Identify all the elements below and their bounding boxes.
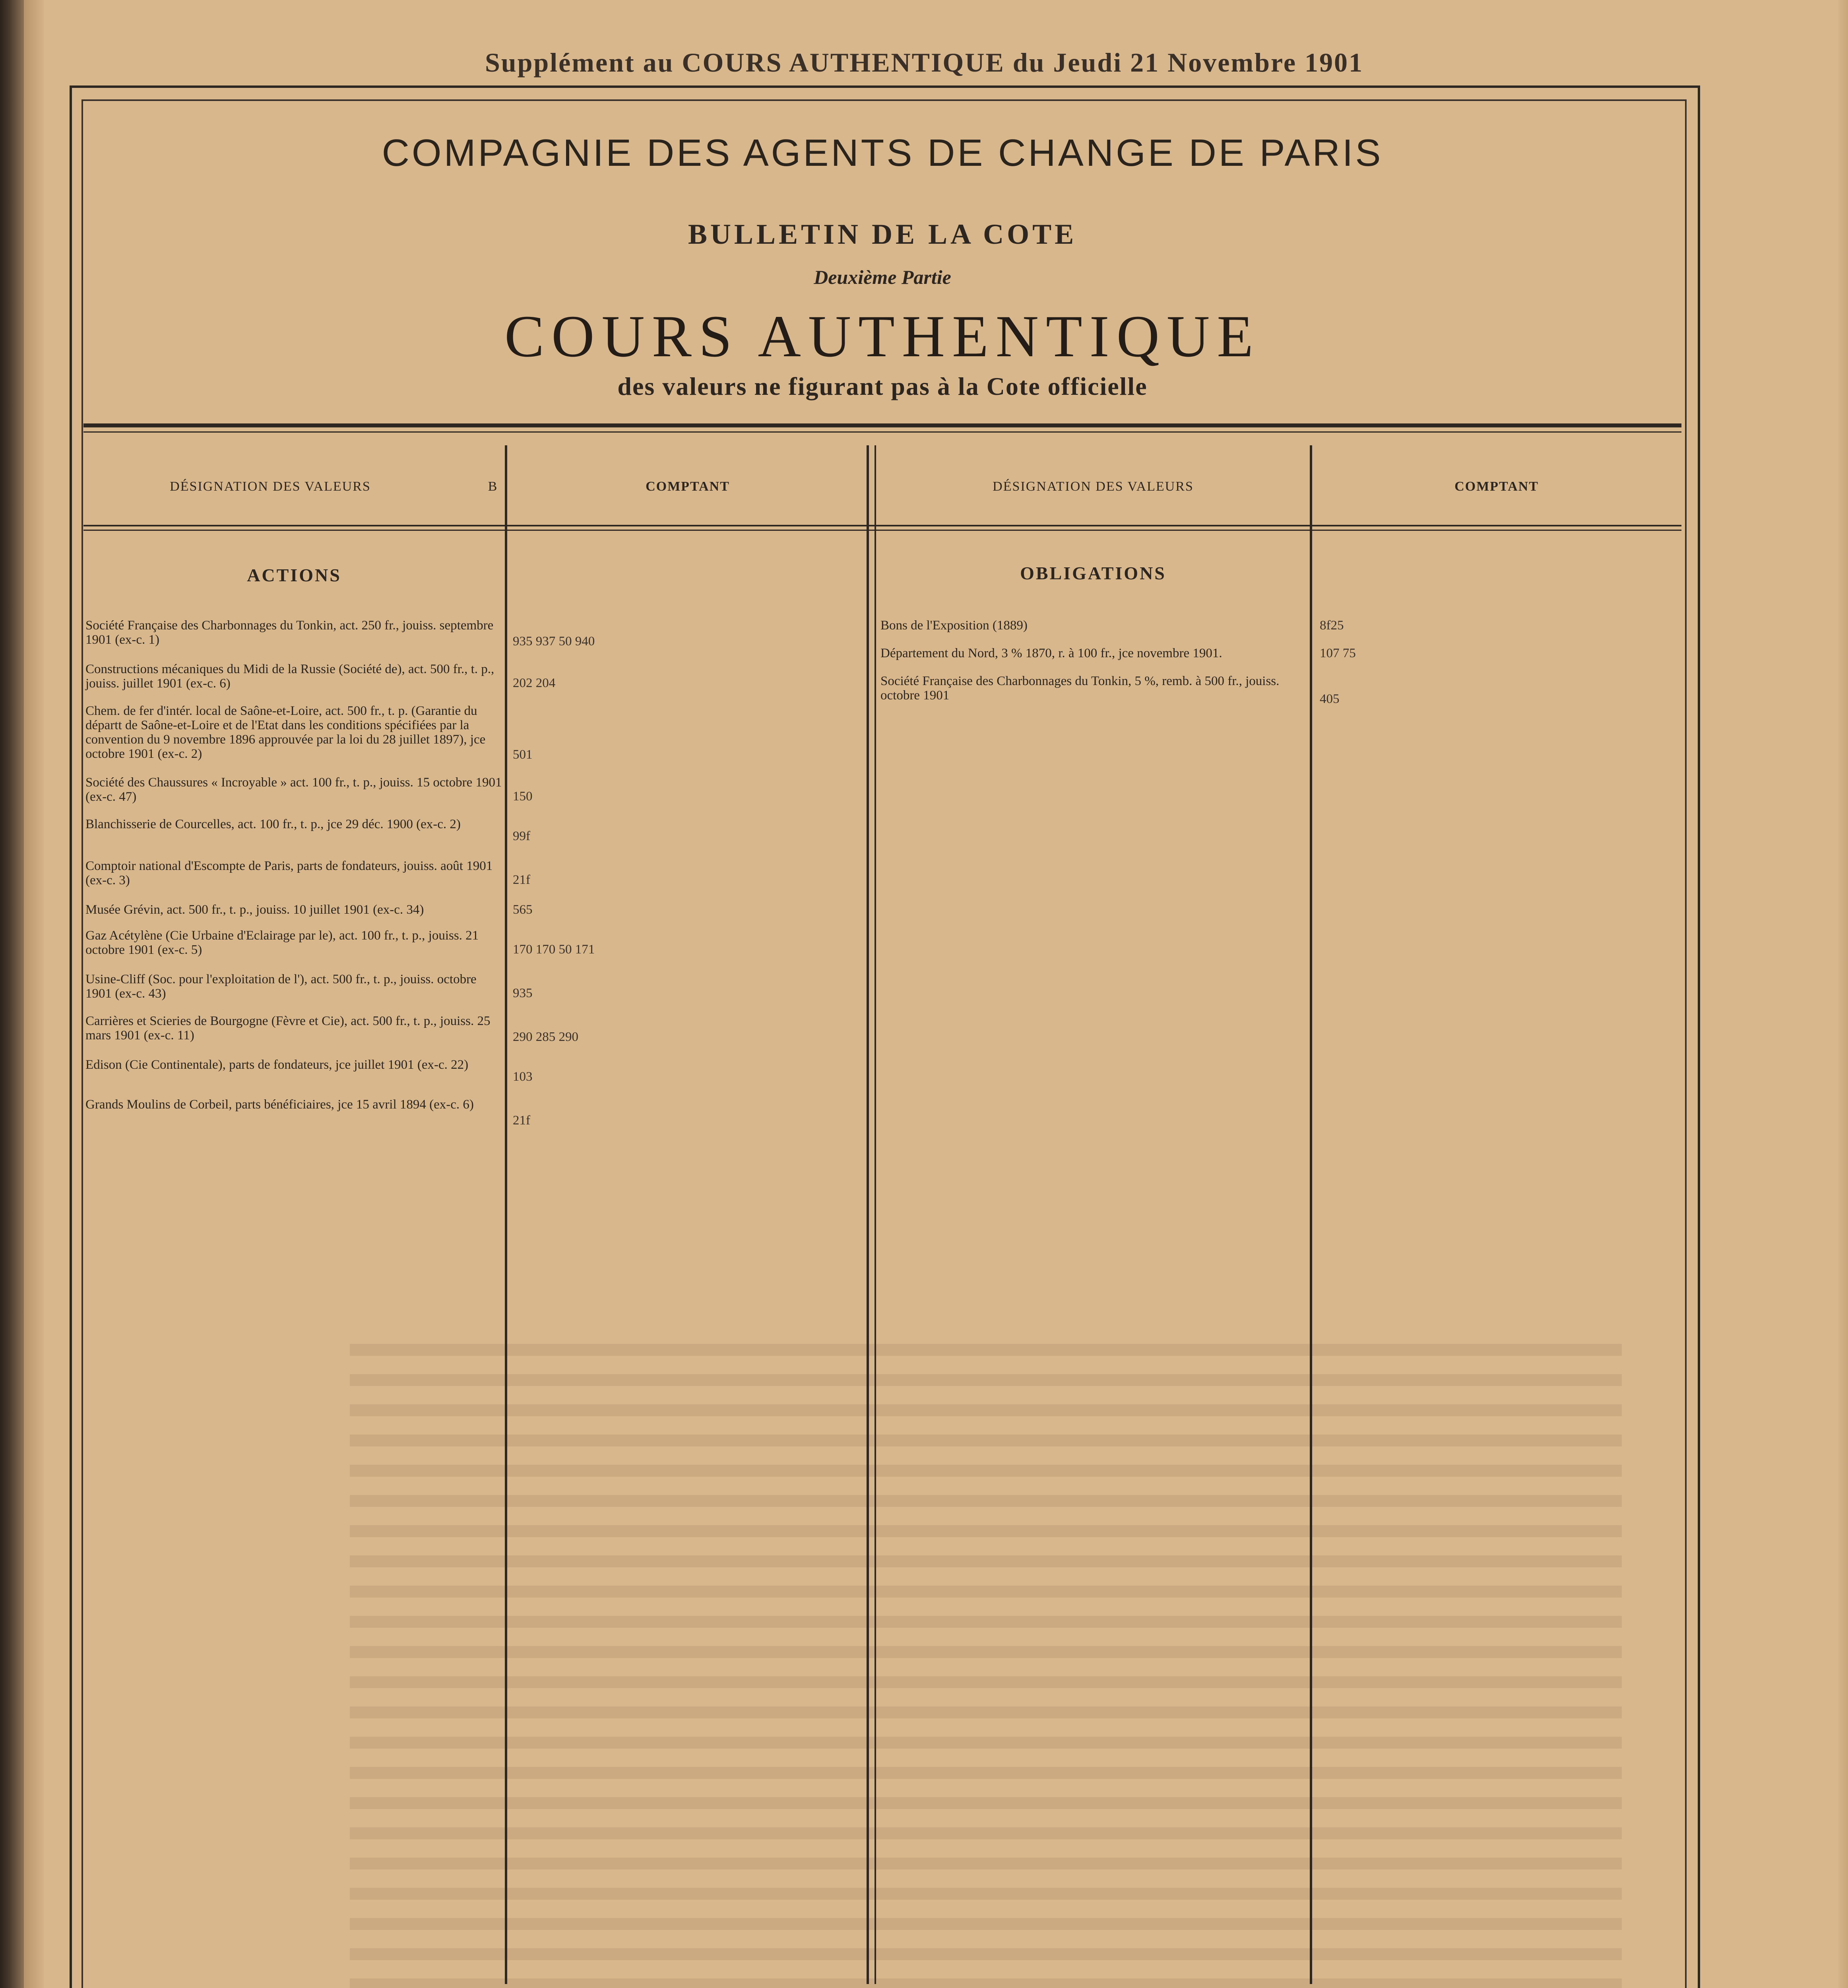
page-edge xyxy=(1838,0,1848,1988)
price-value: 21f xyxy=(513,873,530,887)
list-item xyxy=(880,618,1306,633)
list-item xyxy=(85,775,503,804)
supplement-header: Supplément au COURS AUTHENTIQUE du Jeudi 21 Novembre 1901 xyxy=(485,47,1364,78)
price-value: 935 xyxy=(513,986,533,1000)
list-item xyxy=(85,704,503,761)
list-item xyxy=(85,618,503,647)
list-item xyxy=(880,646,1306,660)
column-rule xyxy=(867,445,869,1984)
show-through-texture xyxy=(350,1344,1622,1988)
security-name: Société Française des Charbonnages du Tonkin, 5 %, remb. à 500 fr., jouiss. octobre 1901 xyxy=(880,674,1280,703)
security-name: Société des Chaussures « Incroyable » act. 100 fr., t. p., jouiss. 15 octobre 1901 (ex-c. 47) xyxy=(85,775,502,804)
list-item xyxy=(85,662,503,691)
company-name: COMPAGNIE DES AGENTS DE CHANGE DE PARIS xyxy=(382,132,1383,174)
price-value: 565 xyxy=(513,903,533,917)
list-item xyxy=(880,674,1306,703)
column-rule xyxy=(875,445,876,1984)
book-binding xyxy=(0,0,24,1988)
security-name: Comptoir national d'Escompte de Paris, parts de fondateurs, jouiss. août 1901 (ex-c. 3) xyxy=(85,859,493,887)
list-item xyxy=(85,972,503,1001)
security-name: Constructions mécaniques du Midi de la Russie (Société de), act. 500 fr., t. p., jouiss. juillet 1901 (ex-c. 6) xyxy=(85,662,494,691)
price-value: 103 xyxy=(513,1070,533,1084)
column-header-designation: DÉSIGNATION DES VALEURS xyxy=(993,479,1194,494)
actions-section-title: ACTIONS xyxy=(247,565,341,585)
obligations-section-title: OBLIGATIONS xyxy=(1020,563,1166,583)
masthead-rule-thin xyxy=(83,431,1681,433)
security-name: Musée Grévin, act. 500 fr., t. p., jouiss. 10 juillet 1901 (ex-c. 34) xyxy=(85,903,424,917)
column-header-designation: DÉSIGNATION DES VALEURS xyxy=(170,479,371,494)
security-name: Département du Nord, 3 % 1870, r. à 100 fr., jce novembre 1901. xyxy=(880,646,1222,660)
header-rule xyxy=(83,530,1681,531)
page-subtitle: des valeurs ne figurant pas à la Cote officielle xyxy=(617,372,1148,400)
column-rule xyxy=(1310,445,1312,1984)
list-item xyxy=(85,1097,503,1112)
price-value: 99f xyxy=(513,829,530,843)
price-value: 21f xyxy=(513,1113,530,1128)
price-value: 290 285 290 xyxy=(513,1030,578,1044)
header-rule xyxy=(83,525,1681,526)
list-item xyxy=(85,859,503,887)
security-name: Edison (Cie Continentale), parts de fondateurs, jce juillet 1901 (ex-c. 22) xyxy=(85,1058,469,1072)
partie-label: Deuxième Partie xyxy=(814,266,951,288)
price-value: 501 xyxy=(513,747,533,762)
security-name: Blanchisserie de Courcelles, act. 100 fr., t. p., jce 29 déc. 1900 (ex-c. 2) xyxy=(85,817,461,831)
column-header-comptant: COMPTANT xyxy=(646,479,730,494)
price-value: 405 xyxy=(1320,692,1340,706)
column-rule xyxy=(505,445,507,1984)
column-header-b: B xyxy=(488,479,498,494)
security-name: Bons de l'Exposition (1889) xyxy=(880,618,1028,633)
security-name: Usine-Cliff (Soc. pour l'exploitation de l'), act. 500 fr., t. p., jouiss. octobre 1901 (ex-c. 43) xyxy=(85,972,477,1001)
price-value: 150 xyxy=(513,789,533,804)
price-value: 8f25 xyxy=(1320,618,1344,633)
price-value: 107 75 xyxy=(1320,646,1356,660)
bulletin-title: BULLETIN DE LA COTE xyxy=(688,218,1077,250)
price-value: 935 937 50 940 xyxy=(513,634,595,648)
column-header-comptant: COMPTANT xyxy=(1454,479,1539,494)
security-name: Gaz Acétylène (Cie Urbaine d'Eclairage par le), act. 100 fr., t. p., jouiss. 21 octobre 1901 (ex-c. 5) xyxy=(85,928,479,957)
price-value: 202 204 xyxy=(513,676,556,690)
price-value: 170 170 50 171 xyxy=(513,942,595,957)
security-name: Carrières et Scieries de Bourgogne (Fèvre et Cie), act. 500 fr., t. p., jouiss. 25 mars 1901 (ex-c. 11) xyxy=(85,1014,491,1043)
list-item xyxy=(85,817,503,831)
list-item xyxy=(85,1058,503,1072)
security-name: Grands Moulins de Corbeil, parts bénéficiaires, jce 15 avril 1894 (ex-c. 6) xyxy=(85,1097,474,1112)
list-item xyxy=(85,928,503,957)
security-name: Chem. de fer d'intér. local de Saône-et-Loire, act. 500 fr., t. p. (Garantie du départt de Saône-et-Loire et de l'Etat dans les conditions spécifiées par la convention du 9 novembre 1896 approuvée par la loi du 28 juillet 1897), jce octobre 1901 (ex-c. 2) xyxy=(85,704,486,761)
list-item xyxy=(85,1014,503,1043)
page-title: COURS AUTHENTIQUE xyxy=(504,303,1260,369)
list-item xyxy=(85,903,503,917)
masthead-rule xyxy=(83,423,1681,427)
security-name: Société Française des Charbonnages du Tonkin, act. 250 fr., jouiss. septembre 1901 (ex-c. 1) xyxy=(85,618,494,647)
page-gutter xyxy=(24,0,44,1988)
